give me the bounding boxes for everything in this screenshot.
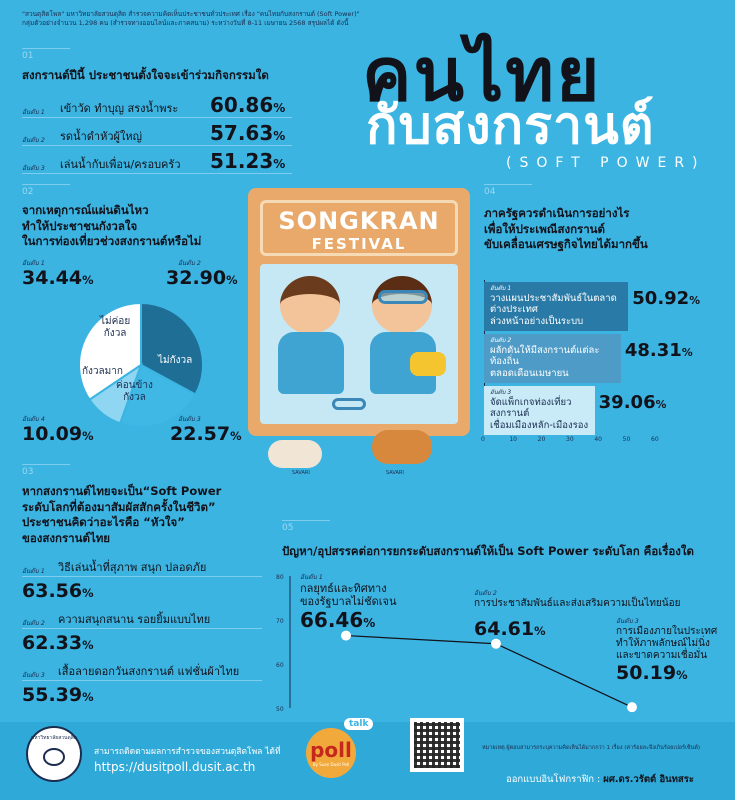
boy-figurine-head <box>280 276 340 334</box>
figurine-box <box>260 264 458 424</box>
list-item: อันดับ 2 ความสนุกสนาน รอยยิ้มแบบไทย 62.33% <box>22 610 262 662</box>
puppy-caption: SAVARI <box>386 470 404 476</box>
university-seal: มหาวิทยาลัยสวนดุสิต <box>26 726 82 782</box>
section-number: 04 <box>484 184 532 197</box>
sign-subtitle: FESTIVAL <box>311 235 407 253</box>
bar-value: 50.92% <box>632 288 701 309</box>
tick-label: 70 <box>276 618 284 625</box>
tick-label: 30 <box>566 436 574 443</box>
rank-label: อันดับ 1 <box>22 259 45 267</box>
water-gun-icon <box>410 352 446 376</box>
bar: อันดับ 1 วางแผนประชาสัมพันธ์ในตลาดต่างประเทศ ล่วงหน้าอย่างเป็นระบบ <box>484 282 628 331</box>
data-point <box>627 702 637 712</box>
rank-label: อันดับ 2 <box>178 259 201 267</box>
list-item <box>22 118 292 146</box>
page-title: คนไทย <box>362 32 602 118</box>
survey-note-line2: กลุ่มตัวอย่างจำนวน 1,298 คน (สำรวจทางออนไลน์และภาคสนาม) ระหว่างวันที่ 8-11 เมษายน 2568 สรุปผลได้ ดังนี้ <box>22 18 349 27</box>
rank-label: อันดับ 3 <box>22 164 45 172</box>
slice1-percent: 34.44% <box>22 267 94 289</box>
answer-label: เล่นน้ำกับเพื่อน/ครอบครัว <box>60 158 181 171</box>
slice-label-somewhat-worried: ค่อนข้าง กังวล <box>116 380 153 403</box>
slice-label-not-very-worried: ไม่ค่อย กังวล <box>100 316 131 339</box>
puppy-caption: SAVARI <box>292 470 310 476</box>
survey-note-line1: "สวนดุสิตโพล" มหาวิทยาลัยสวนดุสิต สำรวจความคิดเห็นประชาชนทั่วประเทศ เรื่อง "คนไทยกับสงกรานต์ (Soft Power)" <box>22 10 360 18</box>
designer-credit: ออกแบบอินโฟกราฟิก : ผศ.ดร.วรัตต์ อินทสระ <box>506 774 694 785</box>
point1-label: อันดับ 1 กลยุทธ์และทิศทาง ของรัฐบาลไม่ชัดเจน 66.46% <box>300 573 397 633</box>
footnote: หมายเหตุ ผู้ตอบสามารถระบุความคิดเห็นได้มากกว่า 1 เรื่อง (ค่าร้อยละจึงเกินร้อยเปอร์เซ็นต์) <box>482 745 701 751</box>
sign-title: SONGKRAN <box>278 207 440 235</box>
answer-percent: 60.86% <box>210 93 286 117</box>
section-number: 05 <box>282 520 330 533</box>
slice-label-not-worried: ไม่กังวล <box>158 355 193 366</box>
section-number: 02 <box>22 184 70 197</box>
x-axis <box>481 436 724 446</box>
rank-label: อันดับ 1 <box>22 108 45 116</box>
series-line <box>346 636 632 708</box>
answer-label: เข้าวัด ทำบุญ สรงน้ำพระ <box>60 102 179 115</box>
answer-percent: 51.23% <box>210 149 286 173</box>
slice2-percent: 32.90% <box>166 267 238 289</box>
website-link[interactable]: https://dusitpoll.dusit.ac.th <box>94 760 256 774</box>
boy-figurine-body <box>278 332 344 394</box>
list-item: อันดับ 1 วิธีเล่นน้ำที่สุภาพ สนุก ปลอดภัย 63.56% <box>22 558 262 610</box>
rank-label: อันดับ 4 <box>22 415 45 423</box>
rank-label: อันดับ 2 <box>22 136 45 144</box>
tick-label: 80 <box>276 574 284 581</box>
slice3-percent: 22.57% <box>170 423 242 445</box>
slice-label-very-worried: กังวลมาก <box>82 366 123 377</box>
tick-label: 60 <box>276 662 284 669</box>
answer-label: รดน้ำดำหัวผู้ใหญ่ <box>60 130 142 143</box>
tick-label: 50 <box>622 436 631 443</box>
list-item: อันดับ 3 เสื้อลายดอกวันสงกรานต์ แฟชั่นผ้าไทย 55.39% <box>22 662 262 714</box>
list-item <box>22 146 292 174</box>
rank-label: อันดับ 3 <box>178 415 201 423</box>
bar-value: 39.06% <box>598 392 667 413</box>
answer-percent: 57.63% <box>210 121 286 145</box>
talk-badge: talk <box>344 718 373 730</box>
slice4-percent: 10.09% <box>22 423 94 445</box>
section-number: 01 <box>22 48 70 61</box>
point2-label: อันดับ 2 การประชาสัมพันธ์และส่งเสริมความเป็นไทยน้อย 64.61% <box>474 589 681 640</box>
qr-code[interactable] <box>410 718 464 772</box>
page-tagline: (SOFT POWER) <box>506 155 706 171</box>
section1-question: สงกรานต์ปีนี้ ประชาชนตั้งใจจะเข้าร่วมกิจกรรมใด <box>22 68 269 82</box>
point3-label: อันดับ 3 การเมืองภายในประเทศ ทำให้ภาพลักษณ์ไม่นิ่ง และขาดความเชื่อมั่น 50.19% <box>616 617 718 684</box>
section3-list <box>22 558 262 714</box>
tick-label: 10 <box>509 436 517 443</box>
tick-label: 40 <box>594 436 602 443</box>
songkran-illustration <box>248 188 470 436</box>
tick-label: 0 <box>481 436 485 443</box>
bar-value: 48.31% <box>624 340 693 361</box>
girl-figurine-head <box>372 276 432 334</box>
bar: อันดับ 3 จัดแพ็กเกจท่องเที่ยวสงกรานต์ เชื่อมเมืองหลัก-เมืองรอง <box>484 386 595 435</box>
section4-question: ภาครัฐควรดำเนินการอย่างไร เพื่อให้ประเพณีสงกรานต์ ขับเคลื่อนเศรษฐกิจไทยได้มากขึ้น <box>484 206 648 252</box>
tick-label: 50 <box>276 706 284 713</box>
bar: อันดับ 2 ผลักดันให้มีสงกรานต์แต่ละท้องถิ่น ตลอดเดือนเมษายน <box>484 334 621 383</box>
survey-note <box>22 10 482 28</box>
footer-tagline: สามารถติดตามผลการสำรวจของสวนดุสิตโพล ได้ที่ <box>94 747 281 757</box>
poll-logo: poll By Suan Dusit Poll <box>306 728 356 778</box>
section5-question: ปัญหา/อุปสรรคต่อการยกระดับสงกรานต์ให้เป็น Soft Power ระดับโลก คือเรื่องใด <box>282 544 694 558</box>
tick-label: 20 <box>537 436 546 443</box>
section4-bar-chart <box>484 280 724 430</box>
section1-list <box>22 90 292 174</box>
list-item <box>22 90 292 118</box>
page-subtitle: กับสงกรานต์ <box>366 96 655 156</box>
puppy-right-icon <box>372 430 432 464</box>
section-number: 03 <box>22 464 70 477</box>
puppy-left-icon <box>268 440 322 468</box>
section2-question: จากเหตุการณ์แผ่นดินไหว ทำให้ประชาชนกังวลใจ ในการท่องเที่ยวช่วงสงกรานต์หรือไม่ <box>22 203 202 249</box>
section3-question: หากสงกรานต์ไทยจะเป็น“Soft Power ระดับโลกที่ต้องมาสัมผัสสักครั้งในชีวิต” ประชาชนคิดว่าอะไรคือ “หัวใจ” ของสงกรานต์ไทย <box>22 484 222 545</box>
tick-label: 60 <box>651 436 659 443</box>
goggles-icon <box>378 290 428 304</box>
goggles-icon <box>332 398 366 410</box>
